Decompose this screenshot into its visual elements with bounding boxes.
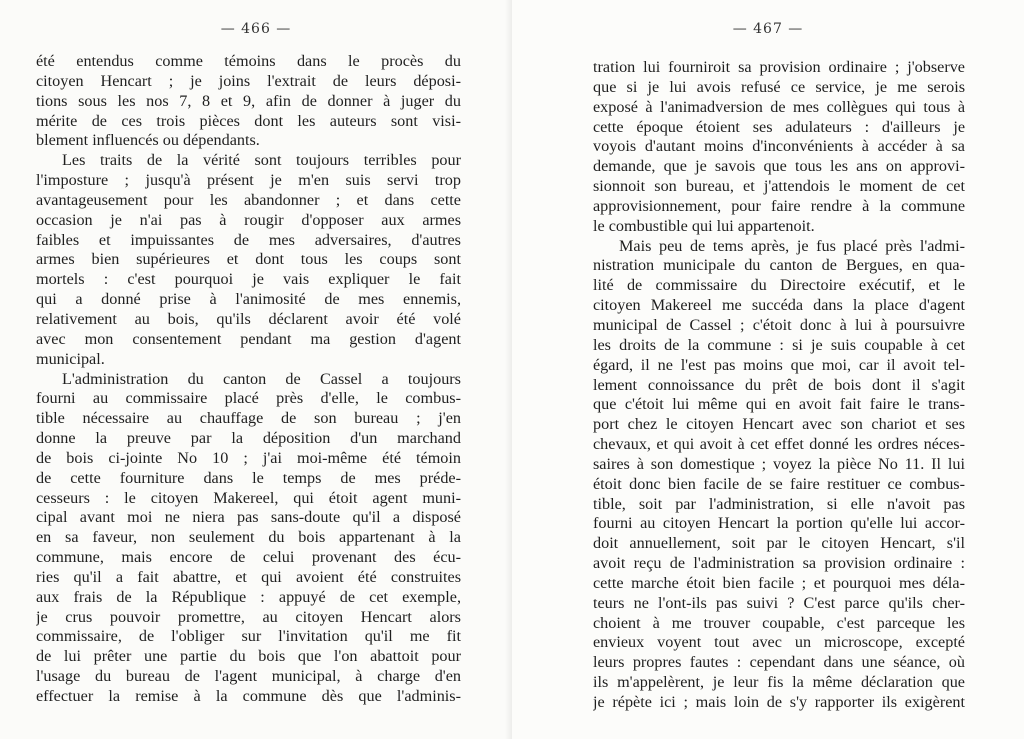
text-line: été entendus comme témoins dans le procès du [36,52,461,70]
text-line: leurs propres fautes : cependant dans une séance, où [593,653,965,672]
text-line: avantageusement pour les abandonner ; et dans cette [36,190,461,209]
text-line: le combustible qui lui appartenoit. [593,216,815,235]
text-line: lement connoissance du prêt de bois dont il s'agit [593,375,965,394]
text-line: municipal de Cassel ; c'étoit donc à lui à poursuivre [593,315,965,334]
text-line: ries qu'il a fait abattre, et qui avoient été construites [36,567,461,586]
text-line: teurs ne l'ont-ils pas suivi ? C'est parce qu'ils cher- [593,593,965,612]
text-line: en sa faveur, non seulement du bois appartenant à la [36,528,461,547]
text-line: ils m'appelèrent, je leur fis la même déclaration que [593,673,965,692]
text-line: envieux voyent tout avec un microscope, excepté [593,633,965,652]
right-page-text [593,58,965,713]
text-line: qui a donné prise à l'animosité de mes ennemis, [36,290,461,309]
text-line: armes bien supérieures et dont tous les coups sont [36,250,461,269]
text-line: égard, il ne l'est pas moins que moi, car il avoit tel- [593,355,965,374]
left-page-text [36,52,461,707]
text-line: municipal. [36,349,105,368]
text-line: l'imposture ; jusqu'à présent je m'en suis servi trop [36,171,461,190]
text-line: faibles et impuissantes de mes adversaires, d'autres [36,230,461,249]
text-line: saires à son domestique ; voyez la pièce No 11. Il lui [593,454,965,473]
text-line: nistration municipale du canton de Bergues, en qua- [593,256,965,275]
text-line: relativement au bois, qu'ils déclarent avoir été volé [36,309,461,328]
text-line: tible nécessaire au chauffage de son bureau ; j'en [36,409,461,428]
text-line: citoyen Makereel me succéda dans la place d'agent [593,296,965,315]
text-line: Mais peu de tems après, je fus placé près l'admi- [619,236,965,255]
text-line: de bois ci-jointe No 10 ; j'ai moi-même été témoin [36,448,461,467]
text-line: commune, mais encore de celui provenant des écu- [36,548,461,567]
text-line: citoyen Hencart ; je joins l'extrait de leurs déposi- [36,71,461,90]
text-line: L'administration du canton de Cassel a toujours [62,369,461,388]
text-line: je répète ici ; mais loin de s'y rapporter ils exigèrent [593,693,965,711]
text-line: cette époque étoient ses adulateurs : d'ailleurs je [593,117,965,136]
text-line: aux frais de la République : appuyé de cet exemple, [36,587,461,606]
text-line: tration lui fourniroit sa provision ordinaire ; j'observe [593,58,965,76]
text-line: lité de commissaire du Directoire exécutif, et le [593,276,965,295]
text-line: exposé à l'animadversion de mes collègues qui tous à [593,97,965,116]
text-line: effectuer la remise à la commune dès que l'adminis- [36,687,461,705]
text-line: cesseurs : le citoyen Makereel, qui étoit agent muni- [36,488,461,507]
text-line: étoit donc bien facile de se faire restituer ce combus- [593,474,965,493]
text-line: chevaux, et qui avoit à cet effet donné les ordres néces- [593,435,965,454]
left-page-number: — 466 — [220,21,292,37]
text-line: cette marche étoit bien facile ; et pourquoi mes déla- [593,573,965,592]
text-line: port chez le citoyen Hencart avec son chariot et ses [593,415,965,434]
text-line: les droits de la commune : si je suis coupable à cet [593,335,965,354]
text-line: cipal avant moi ne niera pas sans-doute qu'il a disposé [36,508,461,527]
text-line: demande, que je savois que tous les ans on approvi- [593,157,965,176]
text-line: que c'étoit lui même qui en avoit fait faire le trans- [593,395,965,414]
text-line: avoit reçu de l'administration sa provision ordinaire : [593,554,965,573]
text-line: sionnoit son bureau, et j'attendois le moment de cet [593,177,965,196]
text-line: doit annuellement, soit par le citoyen Hencart, s'il [593,534,965,553]
text-line: mérite de ces trois pièces dont les auteurs sont visi- [36,111,461,130]
right-page-number: — 467 — [732,21,804,37]
text-line: je crus pouvoir promettre, au citoyen Hencart alors [36,607,461,626]
text-line: fourni au commissaire placé près d'elle, le combus- [36,389,461,408]
text-line: blement influencés ou dépendants. [36,131,260,150]
text-line: l'usage du bureau de l'agent municipal, à charge d'en [36,667,461,686]
text-line: occasion je n'ai pas à rougir d'opposer aux armes [36,210,461,229]
text-line: mortels : c'est pourquoi je vais expliquer le fait [36,270,461,289]
text-line: voyois d'autant moins d'inconvénients à accéder à sa [593,137,965,156]
text-line: approvisionnement, pour faire rendre à la commune [593,196,965,215]
text-line: tible, soit par l'administration, si elle n'avoit pas [593,494,965,513]
text-line: commissaire, de l'obliger sur l'invitation qu'il me fit [36,627,461,646]
text-line: fourni au citoyen Hencart la portion qu'elle lui accor- [593,514,965,533]
text-line: tions sous les nos 7, 8 et 9, afin de donner à juger du [36,91,461,110]
text-line: choient à me trouver coupable, c'est parceque les [593,613,965,632]
text-line: de lui prêter une partie du bois que l'on abattoit pour [36,647,461,666]
text-line: donne la preuve par la déposition d'un marchand [36,429,461,448]
text-line: avec mon consentement pendant ma gestion d'agent [36,329,461,348]
text-line: que si je lui avois refusé ce service, je me serois [593,77,965,96]
text-line: Les traits de la vérité sont toujours terribles pour [62,151,461,170]
text-line: de cette fourniture dans le temps de mes préde- [36,468,461,487]
right-page [512,0,1024,739]
